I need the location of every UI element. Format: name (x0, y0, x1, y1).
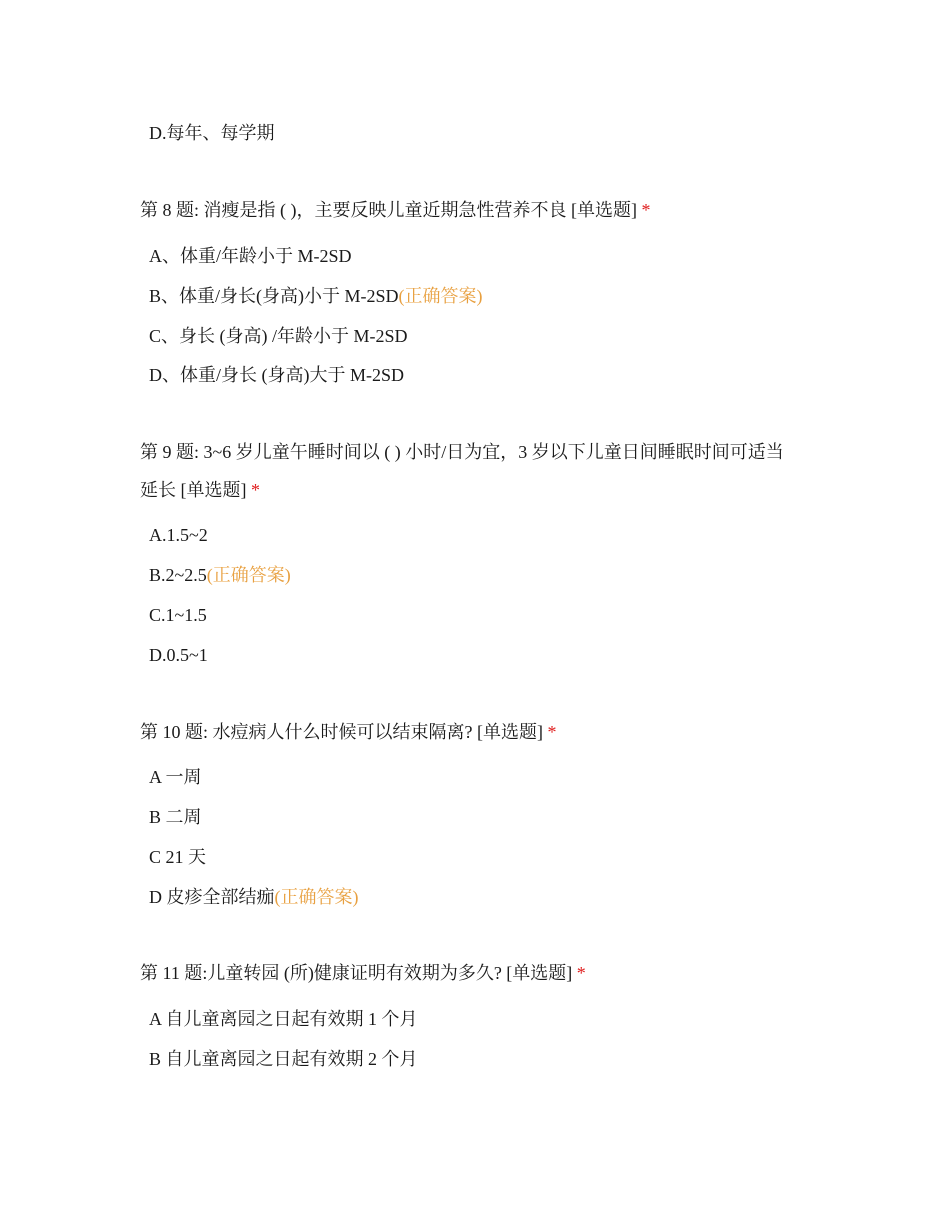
correct-answer-label: (正确答案) (274, 887, 359, 907)
required-mark: * (576, 963, 586, 983)
option-text: B.2~2.5 (149, 565, 207, 585)
option-q9-a (149, 523, 208, 547)
question-title-10 (140, 720, 556, 744)
option-text: C、身长 (身高) /年龄小于 M-2SD (149, 326, 408, 346)
option-text: D 皮疹全部结痂 (149, 887, 275, 907)
option-q9-d (149, 643, 208, 667)
option-text: B、体重/身长(身高)小于 M-2SD (149, 286, 399, 306)
option-text: D.0.5~1 (149, 645, 208, 665)
option-q8-c (149, 324, 408, 348)
option-q8-b (149, 284, 483, 308)
option-q10-d (149, 885, 359, 909)
question-title-8 (140, 198, 650, 222)
question-text: 第 9 题: 3~6 岁儿童午睡时间以 ( ) 小时/日为宜，3 岁以下儿童日间睡眠时间可适当 (140, 442, 784, 462)
option-text: C 21 天 (149, 847, 207, 867)
option-q8-d (149, 363, 404, 387)
option-q10-a (149, 765, 202, 789)
correct-answer-label: (正确答案) (206, 565, 291, 585)
question-text: 第 11 题:儿童转园 (所)健康证明有效期为多久? [单选题] (140, 963, 573, 983)
option-d-prev (149, 121, 275, 145)
option-text: A 自儿童离园之日起有效期 1 个月 (149, 1009, 418, 1029)
required-mark: * (251, 480, 260, 500)
question-text: 第 8 题: 消瘦是指 ( )，主要反映儿童近期急性营养不良 [单选题] (140, 200, 637, 220)
option-text: A 一周 (149, 767, 202, 787)
option-text: A、体重/年龄小于 M-2SD (149, 246, 352, 266)
option-text: B 二周 (149, 807, 202, 827)
option-q10-c (149, 845, 206, 869)
option-text: B 自儿童离园之日起有效期 2 个月 (149, 1049, 418, 1069)
option-text: C.1~1.5 (149, 605, 207, 625)
question-title-9-line1 (140, 440, 784, 464)
option-text: D.每年、每学期 (149, 123, 275, 143)
option-q9-b (149, 563, 291, 587)
option-q8-a (149, 244, 352, 268)
option-q11-a (149, 1007, 418, 1031)
question-title-9-line2 (140, 478, 260, 502)
required-mark: * (641, 200, 651, 220)
correct-answer-label: (正确答案) (398, 286, 483, 306)
option-q10-b (149, 805, 202, 829)
option-q9-c (149, 603, 207, 627)
required-mark: * (547, 722, 557, 742)
question-title-11 (140, 961, 586, 985)
option-q11-b (149, 1047, 418, 1071)
question-text: 第 10 题: 水痘病人什么时候可以结束隔离? [单选题] (140, 722, 543, 742)
question-text: 延长 [单选题] (140, 480, 247, 500)
option-text: D、体重/身长 (身高)大于 M-2SD (149, 365, 404, 385)
option-text: A.1.5~2 (149, 525, 208, 545)
